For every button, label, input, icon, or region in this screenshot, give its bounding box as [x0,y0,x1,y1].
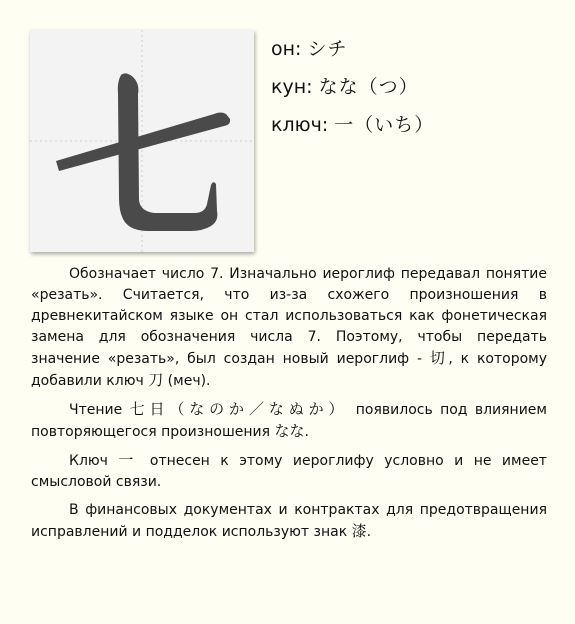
key-reading-value: 一（いち） [334,114,435,136]
p3-text-b: отнесен к этому иероглифу условно и не имеет смысловой связи. [31,453,547,490]
p4-text-b: . [366,524,372,540]
kanji-seven-icon [30,30,254,252]
kun-reading-value: なな（つ） [318,76,419,98]
p2-jp-nana: なな [274,422,305,440]
stroke-horizontal [56,113,230,172]
on-reading-value: シチ [307,38,348,60]
p2-text-c: . [304,424,309,440]
paragraph-key [31,450,547,493]
p1-text-a: Обозначает число 7. Изначально иероглиф передавал понятие «резать». Считается, что из-за схожего произношения в древнекитайском языке он стал использоваться как фонетическая замена для обозначения числа 7. Поэтому, чтобы передать значение «резать», был создан новый иероглиф - [31,266,547,367]
p3-text-a: Ключ [69,453,119,469]
paragraph-reading [31,399,547,443]
paragraph-meaning [31,264,547,392]
p2-jp-nanoka: 七日（なのか／なぬか） [129,400,349,418]
p1-kanji-cut: 切 [429,349,449,367]
key-reading-label: ключ: [271,114,329,136]
paragraph-finance [31,500,547,543]
p1-text-c: (меч). [163,373,211,389]
kanji-card [30,30,254,252]
p1-kanji-sword: 刀 [148,371,164,389]
readings-block [271,34,561,148]
key-reading-row [271,110,561,148]
p1-text-b: , к которому добавили ключ [31,351,547,389]
stroke-vertical [118,73,218,231]
on-reading-label: он: [271,38,302,60]
kun-reading-label: кун: [271,76,313,98]
p4-text-a: В финансовых документах и контрактах для предотвращения исправлений и подделок используют знак [31,502,547,540]
kun-reading-row [271,72,561,110]
p2-text-b: появилось под влиянием повторяющегося произношения [31,402,547,440]
on-reading-row [271,34,561,72]
p3-jp-ichi: 一 [118,451,140,469]
description-text [31,264,547,550]
p4-jp-lacquer: 漆 [351,522,367,540]
p2-text-a: Чтение [69,402,130,418]
